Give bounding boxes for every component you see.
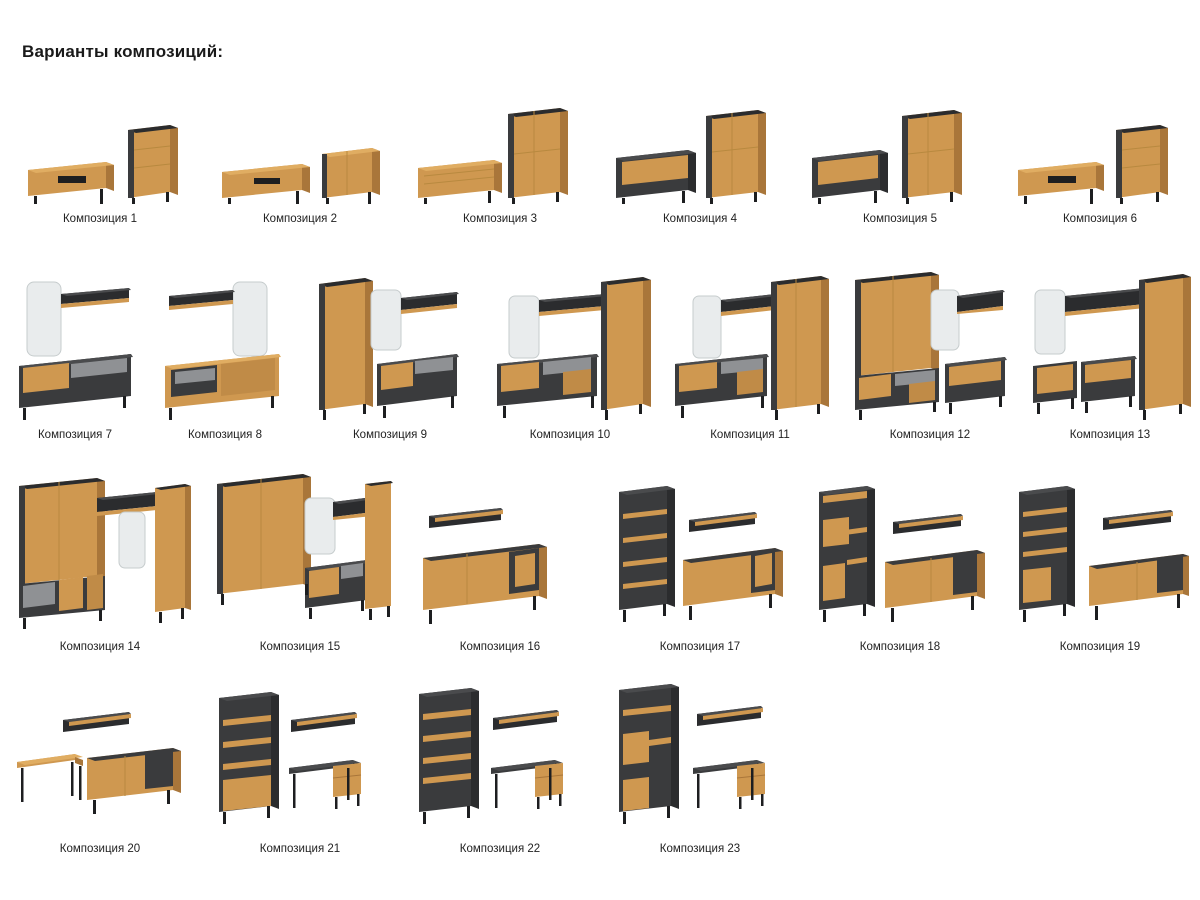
composition-image — [1010, 92, 1190, 204]
composition-label: Композиция 9 — [352, 429, 428, 441]
composition-label: Композиция 23 — [659, 843, 741, 855]
composition-card[interactable] — [600, 92, 800, 225]
composition-image — [210, 92, 390, 204]
composition-card[interactable] — [400, 472, 600, 653]
composition-card[interactable] — [600, 472, 800, 653]
composition-label: Композиция 12 — [889, 429, 971, 441]
composition-image — [205, 472, 395, 632]
composition-card[interactable] — [840, 268, 1020, 441]
composition-image — [610, 92, 790, 204]
composition-label: Композиция 2 — [262, 213, 338, 225]
composition-card[interactable] — [0, 92, 200, 225]
composition-image — [155, 268, 295, 420]
composition-card[interactable] — [400, 684, 600, 855]
composition-image — [205, 684, 395, 834]
composition-label: Композиция 5 — [862, 213, 938, 225]
composition-card[interactable] — [200, 472, 400, 653]
composition-label: Композиция 11 — [710, 429, 790, 441]
composition-card[interactable] — [0, 268, 150, 441]
composition-image — [410, 92, 590, 204]
composition-label: Композиция 7 — [37, 429, 113, 441]
composition-image — [605, 472, 795, 632]
composition-label: Композиция 19 — [1059, 641, 1141, 653]
composition-card[interactable] — [400, 92, 600, 225]
composition-label: Композиция 13 — [1069, 429, 1151, 441]
composition-label: Композиция 8 — [187, 429, 263, 441]
composition-image — [605, 684, 795, 834]
composition-image — [5, 684, 195, 834]
composition-card[interactable] — [0, 684, 200, 855]
page-title: Варианты композиций: — [22, 42, 224, 61]
composition-label: Композиция 10 — [529, 429, 611, 441]
composition-row — [0, 251, 1200, 441]
composition-card[interactable] — [200, 684, 400, 855]
composition-label: Композиция 22 — [459, 843, 541, 855]
composition-image — [485, 268, 655, 420]
composition-label: Композиция 1 — [62, 213, 138, 225]
composition-row — [0, 463, 1200, 653]
composition-image — [405, 684, 595, 834]
composition-image — [1005, 472, 1195, 632]
composition-card[interactable] — [1000, 92, 1200, 225]
composition-card[interactable] — [300, 268, 480, 441]
composition-label: Композиция 18 — [859, 641, 941, 653]
composition-card[interactable] — [1000, 472, 1200, 653]
composition-row — [0, 70, 1200, 225]
composition-label: Композиция 6 — [1062, 213, 1138, 225]
composition-card[interactable] — [800, 92, 1000, 225]
composition-label: Композиция 14 — [59, 641, 141, 653]
composition-card[interactable] — [0, 472, 200, 653]
composition-card[interactable] — [800, 472, 1000, 653]
composition-card[interactable] — [480, 268, 660, 441]
composition-card[interactable] — [600, 684, 800, 855]
composition-label: Композиция 20 — [59, 843, 141, 855]
composition-label: Композиция 17 — [659, 641, 741, 653]
composition-label: Композиция 21 — [259, 843, 341, 855]
composition-label: Композиция 15 — [259, 641, 341, 653]
composition-grid — [0, 70, 1200, 855]
composition-image — [810, 92, 990, 204]
composition-image — [805, 472, 995, 632]
composition-image — [405, 472, 595, 632]
composition-card[interactable] — [660, 268, 840, 441]
composition-image — [305, 268, 475, 420]
composition-label: Композиция 4 — [662, 213, 738, 225]
composition-card[interactable] — [1020, 268, 1200, 441]
composition-image — [1025, 268, 1195, 420]
composition-image — [665, 268, 835, 420]
composition-card[interactable] — [200, 92, 400, 225]
composition-image — [845, 268, 1015, 420]
composition-card[interactable] — [150, 268, 300, 441]
composition-image — [5, 268, 145, 420]
composition-row — [0, 675, 1200, 855]
composition-label: Композиция 3 — [462, 213, 538, 225]
composition-image — [10, 92, 190, 204]
composition-image — [5, 472, 195, 632]
composition-label: Композиция 16 — [459, 641, 541, 653]
